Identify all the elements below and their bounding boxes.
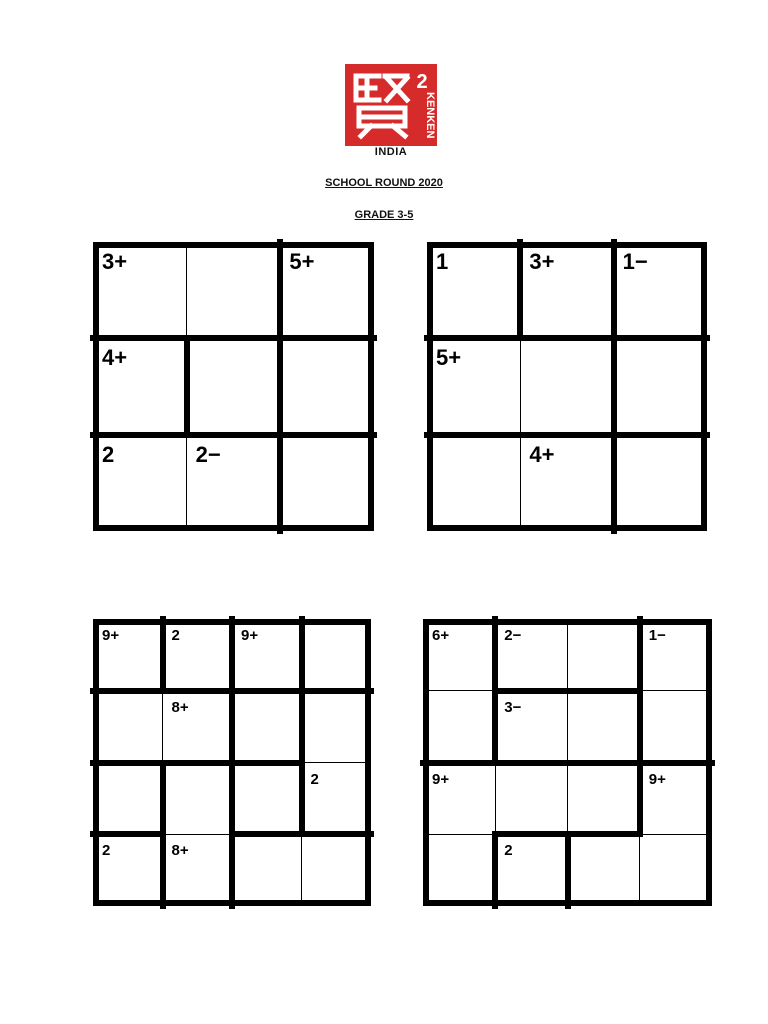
cell-divider (495, 763, 496, 835)
cage-border (299, 760, 305, 838)
kenken-puzzle-4 (423, 619, 712, 906)
grid-outer-border (701, 242, 707, 531)
cell-divider (520, 435, 521, 531)
cage-border (277, 432, 283, 534)
cage-border (299, 688, 305, 766)
cell-divider (640, 690, 712, 691)
grid-outer-border (706, 619, 712, 906)
cage-clue: 9+ (432, 770, 450, 788)
grid-cell[interactable] (520, 338, 613, 434)
cage-border (424, 335, 523, 341)
cage-border (90, 831, 166, 837)
cage-border (160, 760, 236, 766)
cell-divider (567, 763, 568, 835)
cell-divider (567, 619, 568, 691)
cage-clue: 5+ (436, 345, 462, 371)
svg-text:KENKEN: KENKEN (424, 92, 436, 139)
svg-text:2: 2 (416, 71, 428, 93)
grade-subtitle-text: GRADE 3-5 (354, 209, 414, 221)
cage-clue: 2 (102, 842, 111, 860)
cage-border (565, 760, 643, 766)
cage-clue: 9+ (648, 770, 666, 788)
cell-divider (423, 690, 495, 691)
cage-border (160, 760, 166, 838)
cell-divider (423, 834, 495, 835)
cage-border (90, 432, 190, 438)
grid-cell[interactable] (232, 834, 302, 906)
cage-border (611, 335, 617, 437)
kenken-puzzle-1 (93, 242, 374, 531)
cage-border (229, 760, 235, 838)
cage-clue: 8+ (171, 842, 189, 860)
grid-cell[interactable] (302, 834, 372, 906)
cage-border (492, 831, 498, 909)
cage-border (90, 688, 166, 694)
grid-outer-border (93, 525, 374, 531)
grid-outer-border (427, 525, 707, 531)
grid-cell[interactable] (93, 691, 163, 763)
cage-clue: 8+ (171, 698, 189, 716)
cage-border (90, 760, 166, 766)
cage-clue: 3+ (102, 249, 128, 274)
grid-outer-border (423, 619, 712, 625)
cage-border (184, 335, 284, 341)
grid-cell[interactable] (280, 435, 374, 531)
cage-border (424, 432, 523, 438)
cage-border (611, 432, 710, 438)
cage-clue: 2 (171, 627, 180, 644)
cell-divider (163, 834, 233, 835)
grid-cell[interactable] (614, 435, 707, 531)
cage-border (160, 831, 166, 909)
grid-outer-border (93, 242, 374, 248)
cage-border (229, 688, 235, 766)
cage-border (277, 335, 283, 437)
cell-divider (186, 435, 187, 531)
cage-border (420, 760, 498, 766)
cage-border (229, 688, 305, 694)
cage-border (229, 831, 235, 909)
cage-border (611, 432, 617, 534)
cage-clue: 5+ (289, 249, 315, 274)
cage-border (611, 239, 617, 341)
cage-border (492, 831, 570, 837)
grid-cell[interactable] (495, 763, 567, 835)
cage-border (90, 335, 190, 341)
grid-cell[interactable] (568, 691, 640, 763)
grid-cell[interactable] (232, 691, 302, 763)
grid-outer-border (93, 242, 99, 531)
grid-cell[interactable] (163, 763, 233, 835)
cage-border (299, 831, 375, 837)
cage-border (229, 831, 305, 837)
cage-border (517, 432, 616, 438)
cage-clue: 2− (504, 627, 522, 644)
cage-clue: 4+ (102, 345, 128, 371)
cage-border (184, 335, 190, 437)
cage-clue: 9+ (102, 627, 120, 644)
cage-border (492, 688, 570, 694)
grid-cell[interactable] (640, 691, 712, 763)
cage-border (517, 335, 616, 341)
kenken-logo-mark (345, 64, 437, 146)
kenken-puzzle-2 (427, 242, 707, 531)
cage-clue: 2 (504, 842, 513, 860)
grid-cell[interactable] (423, 691, 495, 763)
grid-outer-border (427, 242, 707, 248)
cage-border (492, 688, 498, 766)
grid-outer-border (93, 619, 371, 625)
cage-border (277, 432, 377, 438)
page-title-text: SCHOOL ROUND 2020 (325, 177, 443, 189)
grid-cell[interactable] (427, 435, 520, 531)
grid-cell[interactable] (423, 834, 495, 906)
cage-border (637, 760, 715, 766)
grid-cell[interactable] (568, 834, 640, 906)
cage-border (184, 432, 284, 438)
grid-outer-border (368, 242, 374, 531)
kenken-glyph-icon (351, 70, 413, 140)
cage-clue: 1− (622, 249, 648, 274)
cage-clue: 2 (310, 770, 319, 788)
cage-border (637, 616, 643, 694)
cage-clue: 3+ (529, 249, 555, 274)
cage-border (229, 616, 235, 694)
cage-border (299, 688, 375, 694)
cage-border (299, 616, 305, 694)
grid-cell[interactable] (568, 619, 640, 691)
cage-border (637, 688, 643, 766)
grid-cell[interactable] (302, 619, 372, 691)
cell-divider (567, 691, 568, 763)
cage-clue: 1− (648, 627, 666, 644)
cage-clue: 2 (102, 441, 115, 467)
cell-divider (520, 338, 521, 434)
cage-border (517, 239, 523, 341)
kenken-india-logo (345, 64, 437, 160)
cell-divider (186, 242, 187, 338)
grid-cell[interactable] (568, 763, 640, 835)
logo-subtitle: INDIA (374, 146, 408, 158)
grid-cell[interactable] (187, 242, 281, 338)
grid-outer-border (93, 619, 99, 906)
grid-cell[interactable] (187, 338, 281, 434)
cage-clue: 6+ (432, 627, 450, 644)
grid-cell[interactable] (302, 691, 372, 763)
cage-clue: 1 (436, 249, 449, 274)
cage-border (492, 616, 498, 694)
cell-divider (301, 834, 302, 906)
grid-outer-border (423, 619, 429, 906)
page-title (0, 177, 768, 189)
grade-subtitle (0, 209, 768, 221)
grid-cell[interactable] (93, 763, 163, 835)
cell-divider (162, 691, 163, 763)
grid-cell[interactable] (614, 338, 707, 434)
cage-border (565, 831, 643, 837)
cell-divider (640, 834, 712, 835)
cage-border (492, 760, 570, 766)
cage-clue: 3− (504, 698, 522, 716)
cell-divider (302, 762, 372, 763)
cage-border (611, 335, 710, 341)
kenken-wordmark (411, 68, 436, 142)
cage-border (637, 760, 643, 838)
kenken-puzzle-3 (93, 619, 371, 906)
cage-border (160, 688, 236, 694)
cage-clue: 9+ (241, 627, 259, 644)
cage-border (277, 239, 283, 341)
cage-border (160, 616, 166, 694)
cage-border (229, 760, 305, 766)
cage-clue: 2− (195, 441, 221, 467)
cell-divider (639, 834, 640, 906)
grid-cell[interactable] (280, 338, 374, 434)
cage-border (565, 688, 643, 694)
grid-outer-border (427, 242, 433, 531)
cage-clue: 4+ (529, 441, 555, 467)
grid-cell[interactable] (232, 763, 302, 835)
cage-border (277, 335, 377, 341)
grid-outer-border (365, 619, 371, 906)
cage-border (565, 831, 571, 909)
grid-cell[interactable] (640, 834, 712, 906)
grid-outer-border (93, 900, 371, 906)
grid-outer-border (423, 900, 712, 906)
